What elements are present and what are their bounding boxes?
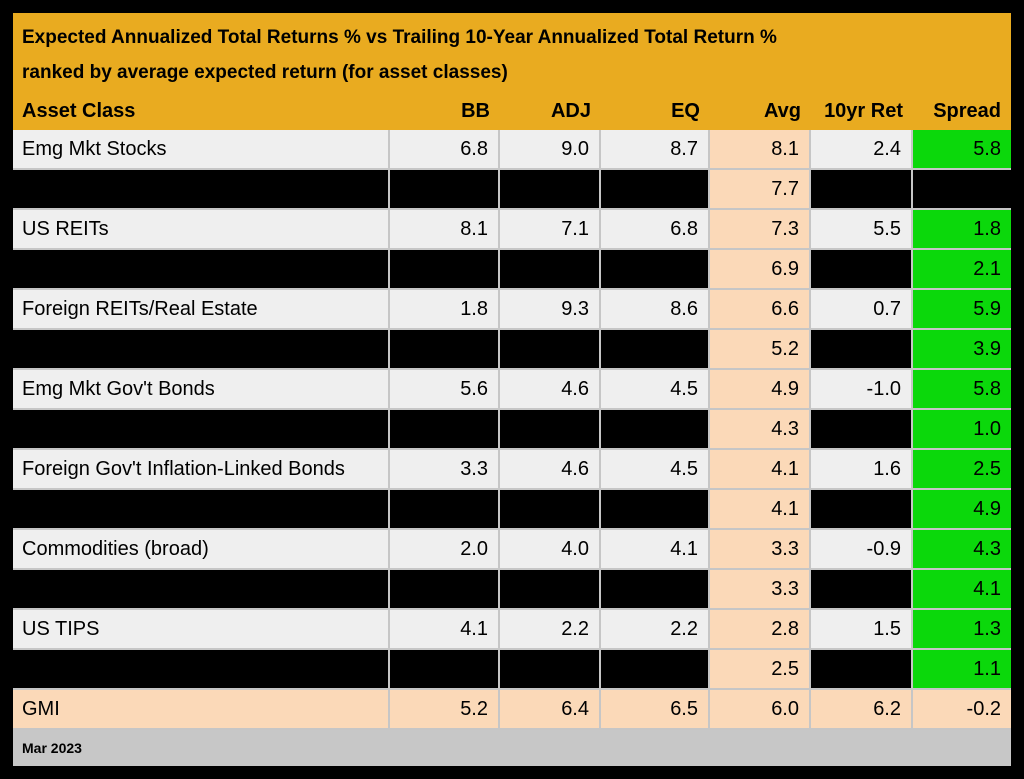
cell-spread: 4.3: [913, 530, 1011, 570]
table-row: [13, 210, 1011, 250]
cell-bb: [390, 570, 500, 610]
cell-asset-class: Foreign Gov't Inflation-Linked Bonds: [13, 450, 390, 490]
cell-spread: -0.2: [913, 690, 1011, 730]
cell-10yr-ret: [811, 650, 913, 690]
cell-bb: [390, 330, 500, 370]
cell-adj: [500, 170, 601, 210]
cell-10yr-ret: [811, 330, 913, 370]
cell-spread: 3.9: [913, 330, 1011, 370]
cell-spread: 5.8: [913, 370, 1011, 410]
cell-avg: 4.3: [710, 410, 811, 450]
cell-adj: 4.6: [500, 370, 601, 410]
table-title-line1: Expected Annualized Total Returns % vs Trailing 10-Year Annualized Total Return %: [22, 27, 777, 48]
column-header-spread: Spread: [933, 100, 1001, 122]
cell-spread: 2.5: [913, 450, 1011, 490]
cell-spread: 1.1: [913, 650, 1011, 690]
cell-asset-class: [13, 650, 390, 690]
cell-adj: [500, 650, 601, 690]
cell-10yr-ret: [811, 170, 913, 210]
cell-asset-class: US TIPS: [13, 610, 390, 650]
cell-adj: 2.2: [500, 610, 601, 650]
table-footer: [13, 730, 1011, 766]
cell-avg: 3.3: [710, 570, 811, 610]
cell-asset-class: [13, 490, 390, 530]
cell-asset-class: Foreign REITs/Real Estate: [13, 290, 390, 330]
cell-avg: 2.8: [710, 610, 811, 650]
cell-avg: 6.6: [710, 290, 811, 330]
cell-10yr-ret: -1.0: [811, 370, 913, 410]
table-row: [13, 450, 1011, 490]
cell-bb: [390, 410, 500, 450]
cell-asset-class: [13, 170, 390, 210]
cell-bb: 8.1: [390, 210, 500, 250]
cell-adj: 7.1: [500, 210, 601, 250]
table-row-gmi: [13, 690, 1011, 730]
cell-eq: [601, 410, 710, 450]
cell-10yr-ret: [811, 570, 913, 610]
cell-10yr-ret: 5.5: [811, 210, 913, 250]
cell-10yr-ret: [811, 410, 913, 450]
cell-asset-class: Commodities (broad): [13, 530, 390, 570]
cell-10yr-ret: -0.9: [811, 530, 913, 570]
cell-10yr-ret: 0.7: [811, 290, 913, 330]
cell-spread: 4.1: [913, 570, 1011, 610]
table-row: [13, 130, 1011, 170]
table-title-line2: ranked by average expected return (for asset classes): [22, 62, 508, 83]
table-row-redacted: [13, 650, 1011, 690]
cell-spread: 1.8: [913, 210, 1011, 250]
cell-asset-class: [13, 250, 390, 290]
column-header-bb: BB: [461, 100, 490, 122]
cell-bb: 2.0: [390, 530, 500, 570]
column-header-eq: EQ: [671, 100, 700, 122]
cell-adj: 6.4: [500, 690, 601, 730]
cell-bb: [390, 170, 500, 210]
cell-spread: 5.9: [913, 290, 1011, 330]
cell-spread: 5.8: [913, 130, 1011, 170]
cell-eq: [601, 570, 710, 610]
cell-asset-class: Emg Mkt Gov't Bonds: [13, 370, 390, 410]
cell-10yr-ret: [811, 250, 913, 290]
table-row: [13, 290, 1011, 330]
cell-10yr-ret: 6.2: [811, 690, 913, 730]
cell-bb: [390, 250, 500, 290]
cell-bb: [390, 490, 500, 530]
cell-avg: 6.0: [710, 690, 811, 730]
cell-asset-class: GMI: [13, 690, 390, 730]
cell-eq: [601, 170, 710, 210]
cell-avg: 7.7: [710, 170, 811, 210]
cell-avg: 4.1: [710, 450, 811, 490]
table-row-redacted: [13, 250, 1011, 290]
table-row-redacted: [13, 170, 1011, 210]
cell-bb: 6.8: [390, 130, 500, 170]
table-row-redacted: [13, 570, 1011, 610]
cell-eq: [601, 330, 710, 370]
table-body: [13, 130, 1011, 730]
column-header-avg: Avg: [763, 100, 801, 122]
cell-eq: 2.2: [601, 610, 710, 650]
cell-asset-class: [13, 330, 390, 370]
cell-eq: 4.5: [601, 370, 710, 410]
table-row: [13, 530, 1011, 570]
cell-10yr-ret: 1.5: [811, 610, 913, 650]
table-row-redacted: [13, 490, 1011, 530]
table-row-redacted: [13, 410, 1011, 450]
cell-spread: 2.1: [913, 250, 1011, 290]
cell-eq: [601, 250, 710, 290]
cell-adj: [500, 490, 601, 530]
cell-asset-class: [13, 570, 390, 610]
returns-table: [13, 13, 1011, 766]
cell-asset-class: Emg Mkt Stocks: [13, 130, 390, 170]
cell-bb: 3.3: [390, 450, 500, 490]
cell-bb: 1.8: [390, 290, 500, 330]
cell-adj: 9.3: [500, 290, 601, 330]
cell-avg: 7.3: [710, 210, 811, 250]
cell-bb: 4.1: [390, 610, 500, 650]
table-row-redacted: [13, 330, 1011, 370]
cell-bb: 5.6: [390, 370, 500, 410]
table-row: [13, 370, 1011, 410]
column-header-10yr-ret: 10yr Ret: [824, 100, 903, 122]
cell-eq: 4.5: [601, 450, 710, 490]
cell-bb: [390, 650, 500, 690]
cell-bb: 5.2: [390, 690, 500, 730]
cell-avg: 8.1: [710, 130, 811, 170]
cell-eq: [601, 490, 710, 530]
cell-avg: 3.3: [710, 530, 811, 570]
cell-10yr-ret: 2.4: [811, 130, 913, 170]
cell-spread: 1.0: [913, 410, 1011, 450]
cell-avg: 4.1: [710, 490, 811, 530]
cell-asset-class: US REITs: [13, 210, 390, 250]
cell-spread: 1.3: [913, 610, 1011, 650]
cell-eq: 6.5: [601, 690, 710, 730]
cell-avg: 2.5: [710, 650, 811, 690]
cell-avg: 4.9: [710, 370, 811, 410]
cell-eq: 4.1: [601, 530, 710, 570]
cell-adj: [500, 410, 601, 450]
cell-adj: [500, 330, 601, 370]
cell-10yr-ret: 1.6: [811, 450, 913, 490]
cell-adj: 4.6: [500, 450, 601, 490]
column-header-asset-class: Asset Class: [22, 100, 136, 122]
cell-adj: [500, 570, 601, 610]
cell-eq: 6.8: [601, 210, 710, 250]
table-title-block: [13, 13, 1011, 130]
cell-eq: 8.6: [601, 290, 710, 330]
cell-spread: [913, 170, 1011, 210]
cell-avg: 6.9: [710, 250, 811, 290]
column-header-row: [13, 98, 1011, 130]
table-row: [13, 610, 1011, 650]
cell-adj: [500, 250, 601, 290]
cell-spread: 4.9: [913, 490, 1011, 530]
cell-asset-class: [13, 410, 390, 450]
cell-avg: 5.2: [710, 330, 811, 370]
cell-eq: [601, 650, 710, 690]
cell-adj: 4.0: [500, 530, 601, 570]
cell-eq: 8.7: [601, 130, 710, 170]
column-header-adj: ADJ: [550, 100, 591, 122]
cell-adj: 9.0: [500, 130, 601, 170]
cell-10yr-ret: [811, 490, 913, 530]
footer-date: Mar 2023: [22, 740, 82, 756]
